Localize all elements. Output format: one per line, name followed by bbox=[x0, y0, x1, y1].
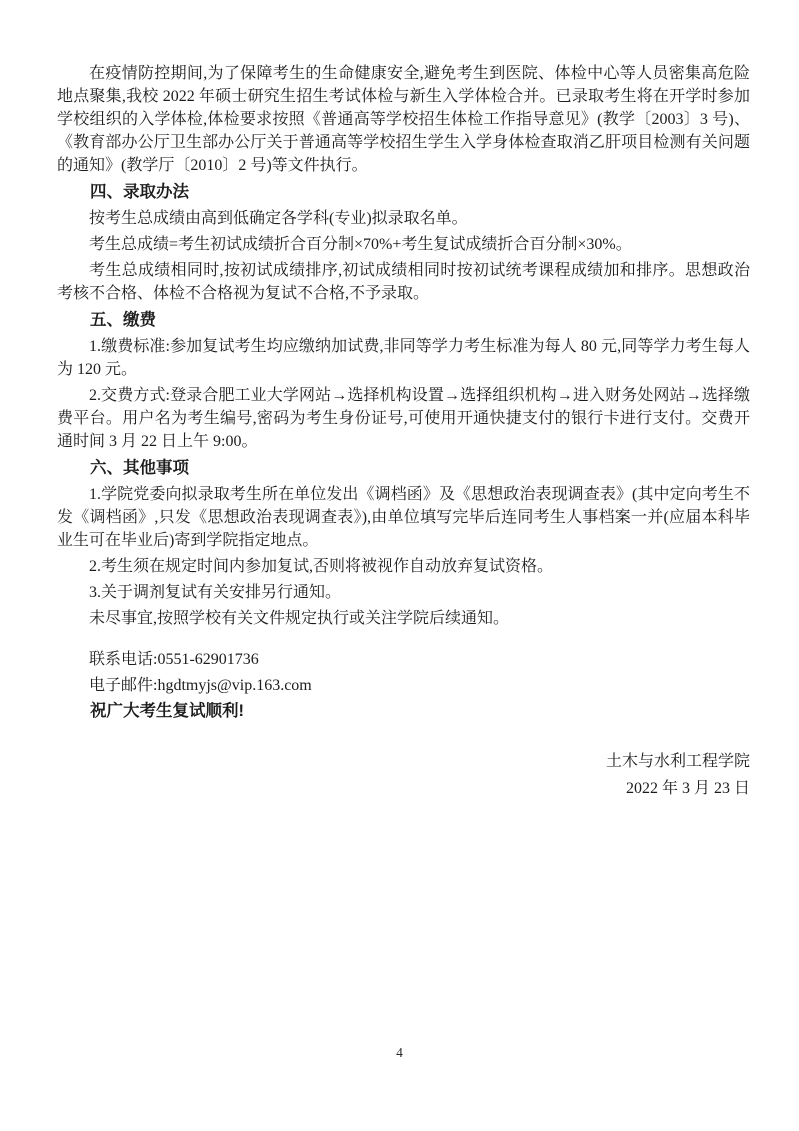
contact-email: 电子邮件:hgdtmyjs@vip.163.com bbox=[89, 677, 312, 694]
payment-method-paragraph: 2.交费方式:登录合肥工业大学网站→选择机构设置→选择组织机构→进入财务处网站→选择缴费平台。用户名为考生编号,密码为考生身份证号,可使用开通快捷支付的银行卡进行支付。交费开通时间 3 月 22 日上午 9:00。 bbox=[57, 387, 750, 450]
page-number: 4 bbox=[396, 1045, 403, 1060]
other-matters-adjustment-paragraph: 3.关于调剂复试有关安排另行通知。 bbox=[89, 584, 342, 601]
closing-wish: 祝广大考生复试顺利! bbox=[90, 702, 244, 720]
intro-paragraph: 在疫情防控期间,为了保障考生的生命健康安全,避免考生到医院、体检中心等人员密集高危险地点聚集,我校 2022 年硕士研究生招生考试体检与新生入学体检合并。已录取考生将在开学时参加学校组织的入学体检,体检要求按照《普通高等学校招生体检工作指导意见》(教学〔2003〕3 号)、《教育部办公厅卫生部办公厅关于普通高等学校招生学生入学身体检查取消乙肝项目检测有关问题的通知》(教学厅〔2010〕2 号)等文件执行。 bbox=[57, 65, 750, 174]
section-heading-other-matters: 六、其他事项 bbox=[90, 459, 189, 477]
admission-score-formula: 考生总成绩=考生初试成绩折合百分制×70%+考生复试成绩折合百分制×30%。 bbox=[89, 236, 632, 253]
document-content bbox=[57, 62, 750, 803]
other-matters-archive-paragraph: 1.学院党委向拟录取考生所在单位发出《调档函》及《思想政治表现调查表》(其中定向考生不发《调档函》,只发《思想政治表现调查表》),由单位填写完毕后连同考生人事档案一并(应届本科毕业生可在毕业后)寄到学院指定地点。 bbox=[57, 486, 750, 549]
signature-department: 土木与水利工程学院 bbox=[605, 753, 750, 770]
admission-paragraph: 按考生总成绩由高到低确定各学科(专业)拟录取名单。 bbox=[89, 210, 468, 227]
admission-tiebreak-paragraph: 考生总成绩相同时,按初试成绩排序,初试成绩相同时按初试统考课程成绩加和排序。思想政治考核不合格、体检不合格视为复试不合格,不予录取。 bbox=[57, 262, 750, 302]
closing-paragraph: 未尽事宜,按照学校有关文件规定执行或关注学院后续通知。 bbox=[89, 610, 510, 627]
signature-date: 2022 年 3 月 23 日 bbox=[625, 780, 750, 797]
payment-standard-paragraph: 1.缴费标准:参加复试考生均应缴纳加试费,非同等学力考生标准为每人 80 元,同等学力考生每人为 120 元。 bbox=[57, 338, 750, 378]
contact-phone: 联系电话:0551-62901736 bbox=[89, 651, 259, 668]
other-matters-attendance-paragraph: 2.考生须在规定时间内参加复试,否则将被视作自动放弃复试资格。 bbox=[89, 558, 554, 575]
section-heading-payment: 五、缴费 bbox=[90, 311, 156, 329]
section-heading-admission-method: 四、录取办法 bbox=[90, 183, 189, 201]
